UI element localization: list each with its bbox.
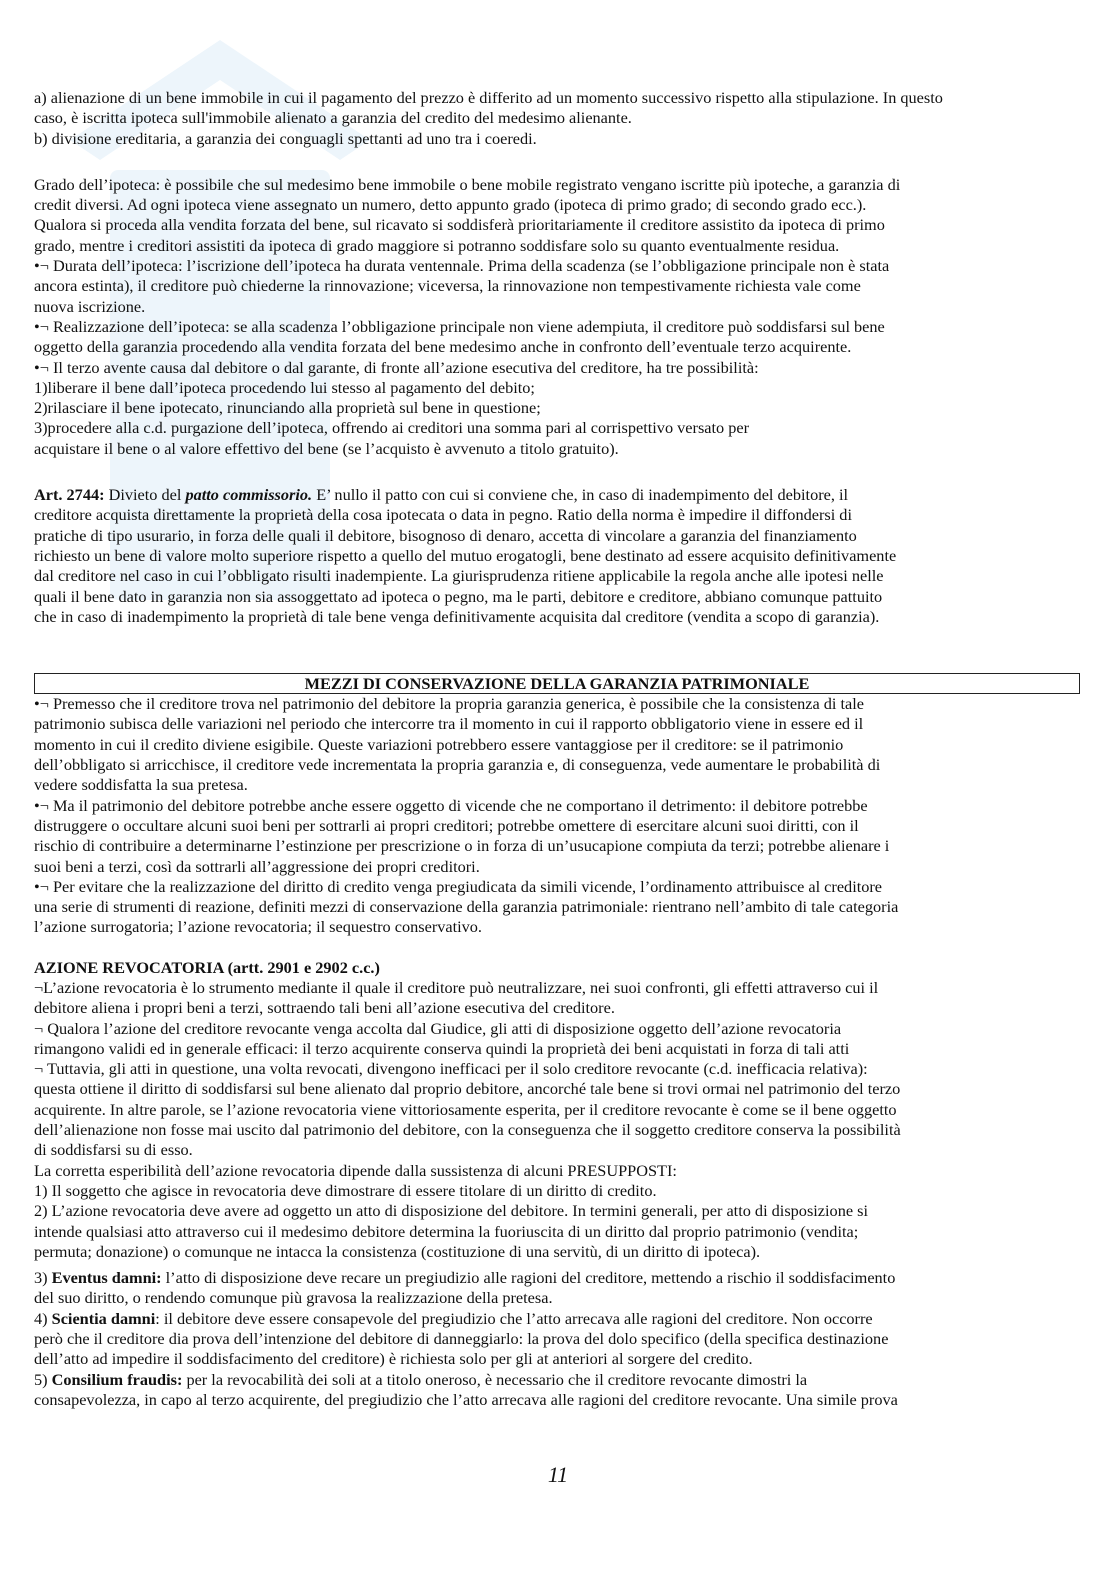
text-line: debitore aliena i propri beni a terzi, sottraendo tali beni all’azione esecutiva del creditore. bbox=[34, 998, 615, 1018]
text-line: quali il bene dato in garanzia non sia assoggettato ad ipoteca o pegno, ma le parti, debitore e creditore, abbiano comunque pattuito bbox=[34, 586, 883, 606]
text-line: acquirente. In altre parole, se l’azione revocatoria viene vittoriosamente esperita, per il creditore revocante è come se il bene oggetto bbox=[34, 1099, 897, 1119]
text-line: •¬ Il terzo avente causa dal debitore o dal garante, di fronte all’azione esecutiva del creditore, ha tre possibilità: bbox=[34, 357, 759, 377]
text-line: 2) L’azione revocatoria deve avere ad oggetto un atto di disposizione del debitore. In termini generali, per atto di disposizione si bbox=[34, 1201, 868, 1221]
text-line: consapevolezza, in capo al terzo acquirente, del pregiudizio che l’atto arrecava alle ragioni del creditore revocante. Una simile prova bbox=[34, 1389, 898, 1409]
text-line: vedere soddisfatta la sua pretesa. bbox=[34, 775, 248, 795]
text-line: dell’obbligato si arricchisce, il creditore vede incrementata la propria garanzia e, di conseguenza, vede aumentare le probabilità di bbox=[34, 755, 881, 775]
text-line: •¬ Premesso che il creditore trova nel patrimonio del debitore la propria garanzia generica, è possibile che la consistenza di tale bbox=[34, 694, 864, 714]
presupposto-line bbox=[34, 1370, 1080, 1390]
text-line: intende qualsiasi atto attraverso cui il medesimo debitore determina la fuoriuscita di un diritto dal proprio patrimonio (vendita; bbox=[34, 1221, 859, 1241]
text-line: questa ottiene il diritto di soddisfarsi sul bene alienato dal proprio debitore, ancorché tale bene si trovi ormai nel patrimonio del terzo bbox=[34, 1079, 901, 1099]
text-line: •¬ Ma il patrimonio del debitore potrebbe anche essere oggetto di vicende che ne comportano il detrimento: il debitore potrebbe bbox=[34, 795, 868, 815]
text-line: 3)procedere alla c.d. purgazione dell’ipoteca, offrendo ai creditori una somma pari al corrispettivo versato per bbox=[34, 418, 750, 438]
text-line: •¬ Per evitare che la realizzazione del diritto di credito venga pregiudicata da simili vicende, l’ordinamento attribuisce al creditore bbox=[34, 876, 883, 896]
text-line: del suo diritto, o rendendo comunque più gravosa la realizzazione della pretesa. bbox=[34, 1288, 553, 1308]
document-page bbox=[34, 88, 1080, 1410]
text-line: rischio di contribuire a determinarne l’estinzione per prescrizione o in forza di un’usucapione compiuta da terzi; potrebbe alienare i bbox=[34, 836, 890, 856]
text-line: rimangono validi ed in generale efficaci: il terzo acquirente conserva quindi la proprietà dei beni acquistati in forza di tali atti bbox=[34, 1038, 850, 1058]
article-term: patto commissorio. bbox=[185, 485, 313, 505]
article-text: E’ nullo il patto con cui si conviene che, in caso di inadempimento del debitore, il bbox=[312, 485, 849, 505]
text-line: però che il creditore dia prova dell’intenzione del debitore di danneggiarlo: la prova del dolo specifico (della specifica destinazione bbox=[34, 1329, 889, 1349]
term-text: l’atto di disposizione deve recare un pregiudizio alle ragioni del creditore, mettendo a rischio il soddisfacimento bbox=[161, 1268, 896, 1288]
text-line: •¬ Durata dell’ipoteca: l’iscrizione dell’ipoteca ha durata ventennale. Prima della scadenza (se l’obbligazione principale non è stata bbox=[34, 256, 890, 276]
text-line: ancora estinta), il creditore può chiederne la rinnovazione; viceversa, la rinnovazione non tempestivamente richiesta vale come bbox=[34, 276, 861, 296]
text-line: patrimonio subisca delle variazioni nel periodo che intercorre tra il momento in cui il rapporto obbligatorio viene in essere ed il bbox=[34, 714, 864, 734]
text-line: credit diversi. Ad ogni ipoteca viene assegnato un numero, detto appunto grado (ipoteca di primo grado; di secondo grado ecc.). bbox=[34, 195, 867, 215]
term-bold: Eventus damni: bbox=[51, 1268, 162, 1288]
text-line: Grado dell’ipoteca: è possibile che sul medesimo bene immobile o bene mobile registrato vengano iscritte più ipoteche, a garanzia di bbox=[34, 174, 901, 194]
text-line: La corretta esperibilità dell’azione revocatoria dipende dalla sussistenza di alcuni PRESUPPOSTI: bbox=[34, 1160, 677, 1180]
text-line: dal creditore nel caso in cui l’obbligato risulti inadempiente. La giurisprudenza ritiene applicabile la regola anche alle ipotesi nelle bbox=[34, 566, 884, 586]
text-line: 1)liberare il bene dall’ipoteca procedendo lui stesso al pagamento del debito; bbox=[34, 377, 535, 397]
term-bold: Consilium fraudis: bbox=[51, 1369, 183, 1389]
term-bold: Scientia damni bbox=[51, 1308, 156, 1328]
text-line: Qualora si proceda alla vendita forzata del bene, sul ricavato si soddisferà prioritariamente il creditore assistito da ipoteca di primo bbox=[34, 215, 885, 235]
text-line: a) alienazione di un bene immobile in cui il pagamento del prezzo è differito ad un momento successivo rispetto alla stipulazione. In questo bbox=[34, 88, 943, 107]
text-line: una serie di strumenti di reazione, definiti mezzi di conservazione della garanzia patrimoniale: rientrano nell’ambito di tale categoria bbox=[34, 897, 899, 917]
page-number: 11 bbox=[547, 1462, 569, 1487]
text-line: b) divisione ereditaria, a garanzia dei conguagli spettanti ad uno tra i coeredi. bbox=[34, 128, 537, 148]
subsection-title: AZIONE REVOCATORIA (artt. 2901 e 2902 c.c.) bbox=[34, 957, 380, 977]
article-2744-line bbox=[34, 485, 1080, 505]
text-line: momento in cui il credito diviene esigibile. Queste variazioni potrebbero essere vantaggiose per il creditore: se il patrimonio bbox=[34, 734, 844, 754]
text-line: caso, è iscritta ipoteca sull'immobile alienato a garanzia del credito del medesimo alienante. bbox=[34, 108, 632, 128]
text-line: richiesto un bene di valore molto superiore rispetto a quello del mutuo erogatogli, bene destinato ad essere acquisito definitivamente bbox=[34, 545, 897, 565]
text-line: dell’atto ad impedire il soddisfacimento del creditore) è richiesta solo per gli at anteriori al sorgere del credito. bbox=[34, 1349, 753, 1369]
text-line: suoi beni a terzi, così da sottrarli all’aggressione dei propri creditori. bbox=[34, 856, 480, 876]
text-line: ¬ Tuttavia, gli atti in questione, una volta revocati, divengono inefficaci per il solo creditore revocante (c.d. inefficacia relativa): bbox=[34, 1059, 868, 1079]
article-text: Divieto del bbox=[104, 485, 186, 505]
term-text: per la revocabilità dei soli at a titolo oneroso, è necessario che il creditore revocante dimostri la bbox=[182, 1369, 808, 1389]
presupposto-line bbox=[34, 1309, 1080, 1329]
text-line: creditore acquista direttamente la proprietà della cosa ipotecata o data in pegno. Ratio della norma è impedire il diffondersi di bbox=[34, 505, 852, 525]
section-heading: MEZZI DI CONSERVAZIONE DELLA GARANZIA PATRIMONIALE bbox=[34, 673, 1080, 694]
text-line: distruggere o occultare alcuni suoi beni per sottrarli ai propri creditori; potrebbe omettere di esercitare alcuni suoi diritti, con il bbox=[34, 815, 859, 835]
presupposto-line bbox=[34, 1268, 1080, 1288]
text-line: pratiche di tipo usurario, in forza delle quali il debitore, bisognoso di denaro, accetta di vincolare a garanzia del finanziamento bbox=[34, 525, 857, 545]
text-line: acquistare il bene o al valore effettivo del bene (se l’acquisto è avvenuto a titolo gratuito). bbox=[34, 438, 619, 458]
text-line: grado, mentre i creditori assistiti da ipoteca di grado maggiore si potranno soddisfare solo su quanto eventualmente residua. bbox=[34, 235, 840, 255]
text-line: l’azione surrogatoria; l’azione revocatoria; il sequestro conservativo. bbox=[34, 917, 483, 937]
text-line: nuova iscrizione. bbox=[34, 296, 146, 316]
text-line: di soddisfarsi su di esso. bbox=[34, 1140, 193, 1160]
text-line: oggetto della garanzia procedendo alla vendita forzata del bene medesimo anche in confronto dell’eventuale terzo acquirente. bbox=[34, 337, 852, 357]
text-line: •¬ Realizzazione dell’ipoteca: se alla scadenza l’obbligazione principale non viene adempiuta, il creditore può soddisfarsi sul bene bbox=[34, 316, 885, 336]
text-line: 2)rilasciare il bene ipotecato, rinunciando alla proprietà sul bene in questione; bbox=[34, 398, 541, 418]
text-line: permuta; donazione) o comunque ne intacca la consistenza (costituzione di una servitù, di un diritto di ipoteca). bbox=[34, 1241, 761, 1261]
text-line: che in caso di inadempimento la proprietà di tale bene venga definitivamente acquisita dal creditore (vendita a scopo di garanzia). bbox=[34, 606, 880, 626]
text-line: dell’alienazione non fosse mai uscito dal patrimonio del debitore, con la conseguenza che il soggetto creditore conserva la possibilità bbox=[34, 1120, 901, 1140]
text-line: ¬L’azione revocatoria è lo strumento mediante il quale il creditore può neutralizzare, nei suoi confronti, gli effetti attraverso cui il bbox=[34, 977, 879, 997]
term-text: : il debitore deve essere consapevole del pregiudizio che l’atto arrecava alle ragioni del creditore. Non occorre bbox=[155, 1308, 873, 1328]
list-number: 4) bbox=[34, 1308, 52, 1328]
article-label: Art. 2744: bbox=[34, 485, 105, 505]
list-number: 5) bbox=[34, 1369, 52, 1389]
text-line: ¬ Qualora l’azione del creditore revocante venga accolta dal Giudice, gli atti di disposizione oggetto dell’azione revocatoria bbox=[34, 1018, 842, 1038]
text-line: 1) Il soggetto che agisce in revocatoria deve dimostrare di essere titolare di un diritto di credito. bbox=[34, 1180, 657, 1200]
list-number: 3) bbox=[34, 1268, 52, 1288]
